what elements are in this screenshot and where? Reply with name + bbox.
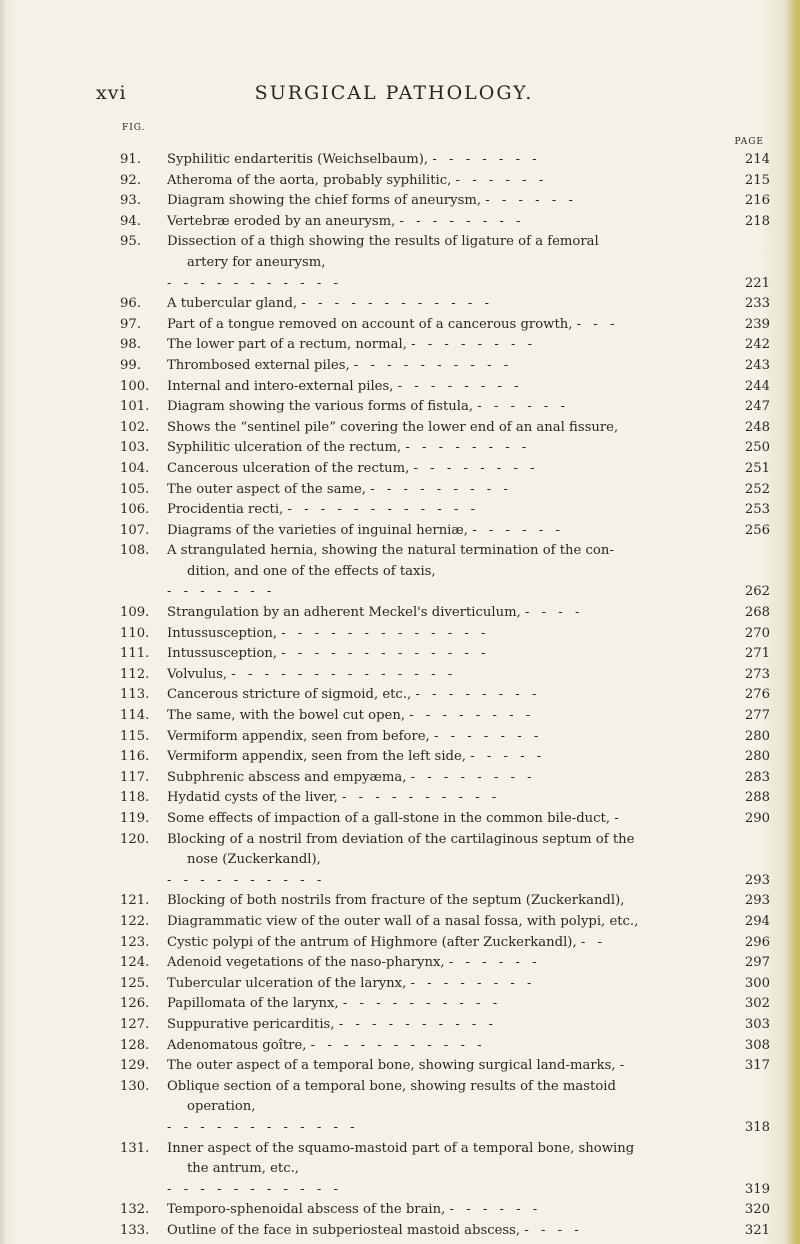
figure-number: 119. bbox=[120, 811, 150, 826]
list-item bbox=[120, 1077, 770, 1139]
figure-number: 125. bbox=[120, 975, 150, 991]
list-item bbox=[120, 1056, 770, 1077]
figure-caption bbox=[167, 809, 740, 830]
caption-line: Intussusception, bbox=[167, 625, 278, 641]
figure-caption bbox=[167, 500, 740, 521]
page-reference: 290 bbox=[744, 811, 770, 826]
list-item bbox=[120, 603, 770, 624]
figure-caption bbox=[167, 459, 740, 480]
list-item bbox=[120, 727, 770, 748]
figure-number: 131. bbox=[120, 1140, 150, 1156]
page-gutter-shadow bbox=[0, 0, 6, 1244]
figure-number: 110. bbox=[120, 625, 150, 641]
page-reference: 320 bbox=[744, 1202, 770, 1218]
caption-line: Shows the “sentinel pile” covering the lower end of an anal fissure, bbox=[167, 419, 619, 435]
list-item bbox=[120, 1200, 770, 1221]
figure-caption bbox=[167, 315, 740, 336]
page-reference: 297 bbox=[744, 955, 770, 971]
dot-leader: - - - bbox=[576, 316, 619, 332]
dot-leader: - - - - - - - - - - - - bbox=[287, 502, 480, 518]
caption-line: Dissection of a thigh showing the results of ligature of a femoral bbox=[167, 234, 599, 250]
figure-caption bbox=[167, 521, 740, 542]
figure-number: 116. bbox=[120, 749, 150, 765]
figure-number: 126. bbox=[120, 996, 150, 1012]
list-item bbox=[120, 912, 770, 933]
dot-leader: - - - - - - - - - - bbox=[353, 357, 513, 373]
figure-caption bbox=[167, 212, 740, 233]
dot-leader: - - - - - - - - - - - - - bbox=[281, 625, 490, 641]
figure-caption bbox=[167, 727, 740, 748]
dot-leader: - - - - - - - - - - - bbox=[310, 1037, 486, 1053]
figure-number: 117. bbox=[120, 769, 150, 785]
figure-number: 128. bbox=[120, 1037, 150, 1053]
caption-line: Suppurative pericarditis, bbox=[167, 1016, 335, 1032]
figure-number: 120. bbox=[120, 831, 150, 847]
dot-leader: - - - - - - - - bbox=[405, 440, 531, 456]
page-reference: 250 bbox=[744, 440, 770, 456]
figure-number: 92. bbox=[120, 172, 141, 188]
caption-line: Diagrammatic view of the outer wall of a nasal fossa, with polypi, etc., bbox=[167, 913, 639, 929]
list-item bbox=[120, 768, 770, 789]
figure-caption bbox=[167, 994, 740, 1015]
page-reference: 253 bbox=[744, 502, 770, 518]
list-item bbox=[120, 500, 770, 521]
page-reference: 214 bbox=[744, 152, 770, 167]
page-reference: 216 bbox=[744, 193, 770, 209]
caption-line: Diagram showing the chief forms of aneurysm, bbox=[167, 193, 482, 209]
caption-line: Diagrams of the varieties of inguinal herniæ, bbox=[167, 522, 468, 538]
dot-leader: - - - - - - - - bbox=[399, 213, 525, 229]
dot-leader: - - - - - - - - bbox=[409, 708, 535, 724]
caption-line: Outline of the face in subperiosteal mastoid abscess, bbox=[167, 1222, 521, 1238]
figure-number: 98. bbox=[120, 337, 141, 353]
page-reference: 215 bbox=[744, 172, 770, 188]
dot-leader: - - - - - - - - bbox=[413, 460, 539, 476]
list-item bbox=[120, 335, 770, 356]
caption-line: Cancerous stricture of sigmoid, etc., bbox=[167, 687, 412, 703]
list-item bbox=[120, 1139, 770, 1201]
dot-leader: - - - - - - - - - - bbox=[338, 1016, 497, 1032]
dot-leader: - - bbox=[580, 934, 606, 950]
figure-caption bbox=[167, 232, 740, 294]
page-reference: 303 bbox=[744, 1016, 770, 1032]
dot-leader: - - - - - - - - - - - bbox=[167, 275, 342, 291]
page-reference: 296 bbox=[744, 934, 770, 950]
figure-caption bbox=[167, 294, 740, 315]
caption-line: Diagram showing the various forms of fistula, bbox=[167, 399, 474, 415]
figure-number: 107. bbox=[120, 522, 150, 538]
figure-caption bbox=[167, 1015, 740, 1036]
dot-leader: - - - - - - - - - - bbox=[342, 790, 501, 806]
list-item bbox=[120, 232, 770, 294]
figure-caption bbox=[167, 397, 740, 418]
list-item bbox=[120, 171, 770, 192]
page-reference: 293 bbox=[744, 872, 770, 888]
list-item bbox=[120, 438, 770, 459]
dot-leader: - - - - - - - - bbox=[410, 769, 536, 785]
dot-leader: - - - - - - - - - - - - - - bbox=[231, 666, 457, 682]
figure-number: 111. bbox=[120, 646, 150, 662]
caption-line: Syphilitic endarteritis (Weichselbaum), bbox=[167, 152, 429, 167]
list-item bbox=[120, 356, 770, 377]
figure-caption bbox=[167, 418, 740, 439]
list-item bbox=[120, 974, 770, 995]
figure-caption bbox=[167, 1056, 740, 1077]
figure-caption bbox=[167, 1139, 740, 1201]
caption-line: dition, and one of the effects of taxis, bbox=[187, 563, 436, 579]
figure-caption bbox=[167, 685, 740, 706]
page-reference: 319 bbox=[744, 1181, 770, 1197]
list-item bbox=[120, 953, 770, 974]
page-reference: 251 bbox=[744, 460, 770, 476]
page-reference: 283 bbox=[744, 769, 770, 785]
caption-line: Strangulation by an adherent Meckel's diverticulum, bbox=[167, 605, 521, 621]
caption-line: artery for aneurysm, bbox=[187, 254, 326, 270]
page-reference: 247 bbox=[744, 399, 770, 415]
list-item bbox=[120, 1015, 770, 1036]
page-reference: 288 bbox=[744, 790, 770, 806]
figure-caption bbox=[167, 1077, 740, 1139]
caption-line: Procidentia recti, bbox=[167, 502, 284, 518]
fig-column-label: FIG. bbox=[122, 123, 146, 133]
figure-caption bbox=[167, 438, 740, 459]
figure-caption bbox=[167, 788, 740, 809]
list-item bbox=[120, 747, 770, 768]
page-reference: 293 bbox=[744, 893, 770, 909]
caption-line: The outer aspect of the same, bbox=[167, 481, 367, 497]
dot-leader: - - - - bbox=[524, 1222, 583, 1238]
dot-leader: - - - - - - - - - - - - - bbox=[281, 646, 490, 662]
page-reference: 244 bbox=[744, 378, 770, 394]
page-reference: 280 bbox=[744, 728, 770, 744]
figure-caption bbox=[167, 603, 740, 624]
figure-caption bbox=[167, 541, 740, 603]
list-item bbox=[120, 891, 770, 912]
page-number: xvi bbox=[96, 82, 127, 104]
figure-caption bbox=[167, 335, 740, 356]
running-header bbox=[96, 82, 752, 108]
caption-line: Hydatid cysts of the liver, bbox=[167, 790, 338, 806]
dot-leader: - - - - - - bbox=[485, 193, 577, 209]
figure-number: 93. bbox=[120, 193, 141, 209]
list-item bbox=[120, 418, 770, 439]
figure-caption bbox=[167, 768, 740, 789]
figure-caption bbox=[167, 933, 740, 954]
figure-number: 133. bbox=[120, 1222, 150, 1238]
figure-number: 130. bbox=[120, 1078, 150, 1094]
list-item bbox=[120, 706, 770, 727]
figure-number: 127. bbox=[120, 1016, 150, 1032]
figure-caption bbox=[167, 974, 740, 995]
figure-number: 112. bbox=[120, 666, 150, 682]
dot-leader: - - - - - - - - bbox=[411, 337, 537, 353]
figure-number: 132. bbox=[120, 1202, 150, 1218]
caption-line: Vermiform appendix, seen from the left side, bbox=[167, 749, 466, 765]
caption-line: A tubercular gland, bbox=[167, 296, 298, 312]
list-item bbox=[120, 1221, 770, 1242]
list-item bbox=[120, 397, 770, 418]
dot-leader: - - - - bbox=[525, 605, 584, 621]
dot-leader: - - - - - - - - - bbox=[370, 481, 512, 497]
figure-number: 115. bbox=[120, 728, 150, 744]
figure-number: 114. bbox=[120, 708, 150, 724]
figure-number: 100. bbox=[120, 378, 150, 394]
figure-caption bbox=[167, 830, 740, 892]
page-reference: 233 bbox=[744, 296, 770, 312]
page-reference: 239 bbox=[744, 316, 770, 332]
page-reference: 218 bbox=[744, 213, 770, 229]
list-item bbox=[120, 480, 770, 501]
figure-caption bbox=[167, 480, 740, 501]
figure-caption bbox=[167, 644, 740, 665]
figure-caption bbox=[167, 624, 740, 645]
figure-caption bbox=[167, 953, 740, 974]
figure-number: 122. bbox=[120, 913, 150, 929]
figure-number: 129. bbox=[120, 1058, 150, 1074]
figure-number: 99. bbox=[120, 357, 141, 373]
list-item bbox=[120, 521, 770, 542]
list-item bbox=[120, 377, 770, 398]
caption-line: Atheroma of the aorta, probably syphilitic, bbox=[167, 172, 452, 188]
list-item bbox=[120, 933, 770, 954]
dot-leader: - - - - - - - - - - - bbox=[167, 1181, 342, 1197]
caption-line: A strangulated hernia, showing the natural termination of the con- bbox=[167, 543, 614, 559]
dot-leader: - - - - - - - bbox=[432, 152, 541, 167]
page-reference: 280 bbox=[744, 749, 770, 765]
list-item bbox=[120, 830, 770, 892]
dot-leader: - - - - - - bbox=[477, 399, 569, 415]
figure-caption bbox=[167, 747, 740, 768]
figure-list bbox=[120, 150, 770, 1241]
list-item bbox=[120, 212, 770, 233]
figure-caption bbox=[167, 1200, 740, 1221]
dot-leader: - - - - - - bbox=[449, 1202, 542, 1218]
figure-number: 118. bbox=[120, 790, 150, 806]
caption-line: the antrum, etc., bbox=[187, 1161, 300, 1177]
page-reference: 262 bbox=[744, 584, 770, 600]
page-reference: 221 bbox=[744, 275, 770, 291]
caption-line: Inner aspect of the squamo-mastoid part of a temporal bone, showing bbox=[167, 1140, 635, 1156]
figure-number: 104. bbox=[120, 460, 150, 476]
figure-number: 109. bbox=[120, 605, 150, 621]
figure-number: 123. bbox=[120, 934, 150, 950]
figure-number: 96. bbox=[120, 296, 141, 312]
dot-leader: - bbox=[619, 1058, 629, 1074]
dot-leader: - - - - - - - - bbox=[415, 687, 541, 703]
page-reference: 300 bbox=[744, 975, 770, 991]
caption-line: The same, with the bowel cut open, bbox=[167, 708, 406, 724]
caption-line: Cancerous ulceration of the rectum, bbox=[167, 460, 410, 476]
figure-number: 105. bbox=[120, 481, 150, 497]
dot-leader: - - - - - - - - - - bbox=[342, 996, 502, 1012]
caption-line: Vermiform appendix, seen from before, bbox=[167, 728, 430, 744]
figure-caption bbox=[167, 171, 740, 192]
figure-number: 106. bbox=[120, 502, 150, 518]
dot-leader: - - - - - - bbox=[448, 955, 541, 971]
caption-line: Internal and intero-external piles, bbox=[167, 378, 394, 394]
list-item bbox=[120, 809, 770, 830]
caption-line: nose (Zuckerkandl), bbox=[187, 852, 321, 868]
page-reference: 256 bbox=[744, 522, 770, 538]
caption-line: Syphilitic ulceration of the rectum, bbox=[167, 440, 402, 456]
figure-caption bbox=[167, 891, 740, 912]
dot-leader: - - - - - - - - bbox=[397, 378, 523, 394]
dot-leader: - - - - - - - - - - - - bbox=[167, 1119, 359, 1135]
caption-line: Some effects of impaction of a gall-stone in the common bile-duct, bbox=[167, 811, 611, 826]
running-title: SURGICAL PATHOLOGY. bbox=[254, 82, 534, 104]
page-reference: 243 bbox=[744, 357, 770, 373]
figure-number: 94. bbox=[120, 213, 141, 229]
dot-leader: - - - - - - - bbox=[167, 584, 276, 600]
figure-caption bbox=[167, 912, 740, 933]
page-reference: 308 bbox=[744, 1037, 770, 1053]
caption-line: Temporo-sphenoidal abscess of the brain, bbox=[167, 1202, 446, 1218]
figure-caption bbox=[167, 150, 740, 171]
page-reference: 271 bbox=[744, 646, 770, 662]
dot-leader: - bbox=[614, 811, 623, 826]
dot-leader: - - - - - - - - - - bbox=[167, 872, 326, 888]
caption-line: The lower part of a rectum, normal, bbox=[167, 337, 407, 353]
list-item bbox=[120, 644, 770, 665]
page-edge bbox=[788, 0, 800, 1244]
caption-line: Papillomata of the larynx, bbox=[167, 996, 339, 1012]
list-item bbox=[120, 294, 770, 315]
figure-caption bbox=[167, 1036, 740, 1057]
dot-leader: - - - - - bbox=[470, 749, 546, 765]
figure-caption bbox=[167, 1221, 740, 1242]
caption-line: Tubercular ulceration of the larynx, bbox=[167, 975, 407, 991]
page-reference: 252 bbox=[744, 481, 770, 497]
list-item bbox=[120, 191, 770, 212]
list-item bbox=[120, 994, 770, 1015]
list-item bbox=[120, 315, 770, 336]
list-item bbox=[120, 150, 770, 171]
dot-leader: - - - - - - bbox=[455, 172, 548, 188]
list-item bbox=[120, 1036, 770, 1057]
caption-line: Cystic polypi of the antrum of Highmore (after Zuckerkandl), bbox=[167, 934, 577, 950]
figure-number: 95. bbox=[120, 234, 141, 250]
caption-line: Blocking of both nostrils from fracture of the septum (Zuckerkandl), bbox=[167, 893, 625, 909]
caption-line: Vertebræ eroded by an aneurysm, bbox=[167, 213, 396, 229]
caption-line: Intussusception, bbox=[167, 646, 278, 662]
figure-number: 124. bbox=[120, 955, 150, 971]
list-item bbox=[120, 541, 770, 603]
list-item bbox=[120, 788, 770, 809]
figure-caption bbox=[167, 191, 740, 212]
page-reference: 318 bbox=[744, 1119, 770, 1135]
dot-leader: - - - - - - - bbox=[433, 728, 543, 744]
caption-line: The outer aspect of a temporal bone, showing surgical land-marks, bbox=[167, 1058, 616, 1074]
caption-line: Volvulus, bbox=[167, 666, 228, 682]
figure-number: 91. bbox=[120, 152, 141, 167]
figure-number: 113. bbox=[120, 687, 150, 703]
page-reference: 321 bbox=[744, 1222, 770, 1238]
figure-number: 108. bbox=[120, 543, 150, 559]
dot-leader: - - - - - - - - - - - - bbox=[301, 296, 493, 312]
caption-line: Thrombosed external piles, bbox=[167, 357, 350, 373]
figure-number: 97. bbox=[120, 316, 141, 332]
caption-line: Adenoid vegetations of the naso-pharynx, bbox=[167, 955, 445, 971]
dot-leader: - - - - - - - - bbox=[410, 975, 536, 991]
figure-number: 101. bbox=[120, 399, 150, 415]
list-item bbox=[120, 459, 770, 480]
page-reference: 276 bbox=[744, 687, 770, 703]
page-reference: 242 bbox=[744, 337, 770, 353]
figure-caption bbox=[167, 356, 740, 377]
page-reference: 268 bbox=[744, 605, 770, 621]
caption-line: Oblique section of a temporal bone, showing results of the mastoid bbox=[167, 1078, 616, 1094]
page-reference: 294 bbox=[744, 913, 770, 929]
figure-number: 102. bbox=[120, 419, 150, 435]
caption-line: Adenomatous goître, bbox=[167, 1037, 307, 1053]
list-item bbox=[120, 685, 770, 706]
figure-caption bbox=[167, 665, 740, 686]
caption-line: Blocking of a nostril from deviation of the cartilaginous septum of the bbox=[167, 831, 635, 847]
caption-line: Part of a tongue removed on account of a cancerous growth, bbox=[167, 316, 573, 332]
figure-number: 103. bbox=[120, 440, 150, 456]
dot-leader: - - - - - - bbox=[472, 522, 564, 538]
page-reference: 248 bbox=[744, 419, 770, 435]
page-reference: 302 bbox=[744, 996, 770, 1012]
figure-caption bbox=[167, 377, 740, 398]
page-reference: 270 bbox=[744, 625, 770, 641]
list-item bbox=[120, 624, 770, 645]
caption-line: Subphrenic abscess and empyæma, bbox=[167, 769, 407, 785]
page-reference: 317 bbox=[744, 1058, 770, 1074]
page-reference: 273 bbox=[744, 666, 770, 682]
caption-line: operation, bbox=[187, 1099, 256, 1115]
page-column-label: PAGE bbox=[734, 137, 764, 147]
list-item bbox=[120, 665, 770, 686]
figure-number: 121. bbox=[120, 893, 150, 909]
figure-caption bbox=[167, 706, 740, 727]
page-reference: 277 bbox=[744, 708, 770, 724]
